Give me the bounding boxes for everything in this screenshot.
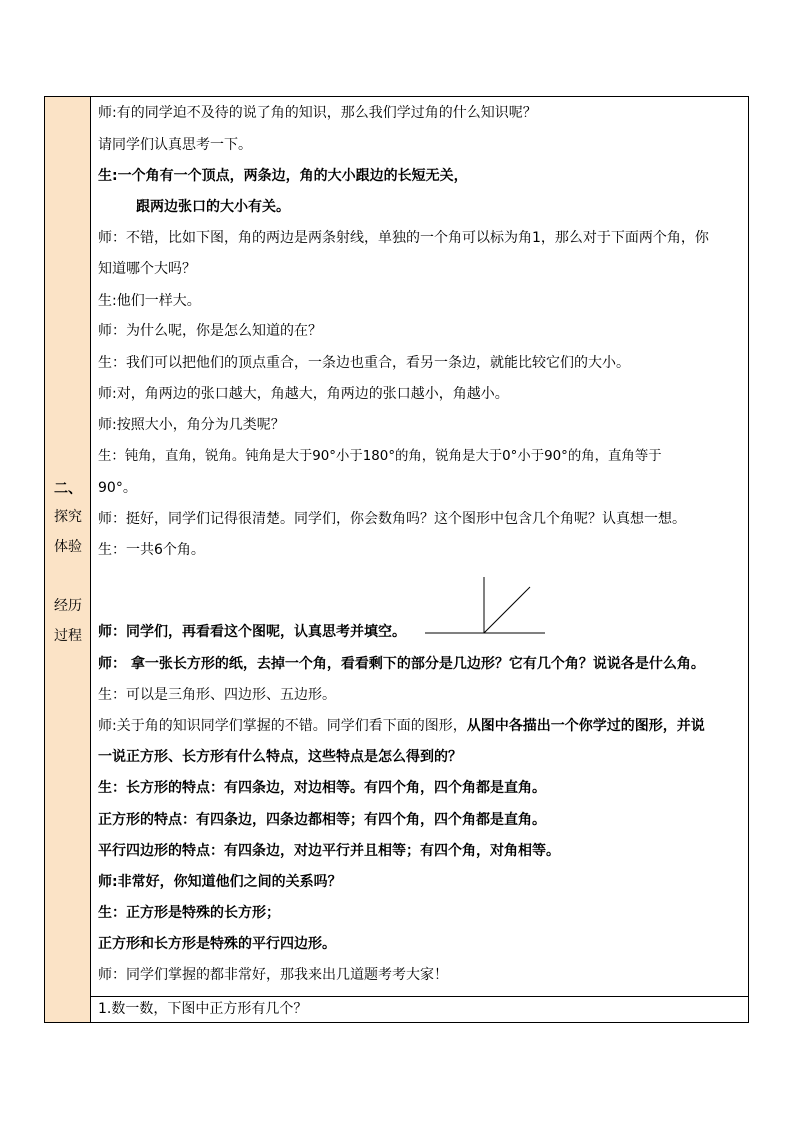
dialogue-line: 生：一共6个角。 [98,542,205,558]
question-line: 1.数一数，下图中正方形有几个？ [98,1001,308,1017]
dialogue-line: 生：可以是三角形、四边形、五边形。 [98,687,336,703]
dialogue-line: 师：同学们掌握的都非常好，那我来出几道题考考大家！ [98,967,448,983]
dialogue-line: 生:一个角有一个顶点，两条边，角的大小跟边的长短无关， [98,168,468,184]
dialogue-line: 师： 拿一张长方形的纸，去掉一个角，看看剩下的部分是几边形？它有几个角？说说各是什么角。 [98,656,705,672]
section-title-line-3: 经历 [54,598,82,614]
section-title-line-2: 体验 [54,539,82,555]
angle-figure [425,575,550,637]
dialogue-line: 知道哪个大吗？ [98,261,196,277]
dialogue-line: 师:非常好，你知道他们之间的关系吗？ [98,874,342,890]
dialogue-segment: 从图中各描出一个你学过的图形，并说 [466,718,705,734]
dialogue-segment: 师:关于角的知识同学们掌握的不错。同学们看下面的图形， [98,718,467,734]
dialogue-line: 90°。 [98,480,137,496]
section-column [45,97,91,1022]
section-number: 二、 [54,481,82,497]
dialogue-line: 师:按照大小，角分为几类呢？ [98,417,285,433]
dialogue-line: 平行四边形的特点：有四条边，对边平行并且相等；有四个角，对角相等。 [98,843,560,859]
dialogue-line: 正方形和长方形是特殊的平行四边形。 [98,936,336,952]
dialogue-line: 师：不错，比如下图，角的两边是两条射线，单独的一个角可以标为角1，那么对于下面两个角，你 [98,230,709,246]
dialogue-line: 师：挺好，同学们记得很清楚。同学们，你会数角吗？这个图形中包含几个角呢？认真想一想。 [98,511,686,527]
dialogue-line: 请同学们认真思考一下。 [98,137,252,153]
section-title-line-1: 探究 [54,509,82,525]
dialogue-line: 正方形的特点：有四条边，四条边都相等；有四个角，四个角都是直角。 [98,812,546,828]
dialogue-line: 师：为什么呢，你是怎么知道的在？ [98,323,322,339]
section-title-line-4: 过程 [54,628,82,644]
dialogue-line: 跟两边张口的大小有关。 [136,199,290,215]
dialogue-line: 师:有的同学迫不及待的说了角的知识，那么我们学过角的什么知识呢？ [98,105,537,121]
dialogue-line: 一说正方形、长方形有什么特点，这些特点是怎么得到的？ [98,749,462,765]
dialogue-line [98,717,705,735]
row-divider [90,996,749,997]
dialogue-line: 师：同学们，再看看这个图呢，认真思考并填空。 [98,624,406,640]
dialogue-line: 生：长方形的特点：有四条边，对边相等。有四个角，四个角都是直角。 [98,780,546,796]
dialogue-line: 生：我们可以把他们的顶点重合，一条边也重合，看另一条边，就能比较它们的大小。 [98,355,630,371]
dialogue-line: 生:他们一样大。 [98,293,201,309]
dialogue-line: 生：正方形是特殊的长方形； [98,905,280,921]
dialogue-line: 生：钝角，直角，锐角。钝角是大于90°小于180°的角，锐角是大于0°小于90°的角，直角等于 [98,449,662,464]
dialogue-line: 师:对，角两边的张口越大，角越大，角两边的张口越小，角越小。 [98,386,509,402]
